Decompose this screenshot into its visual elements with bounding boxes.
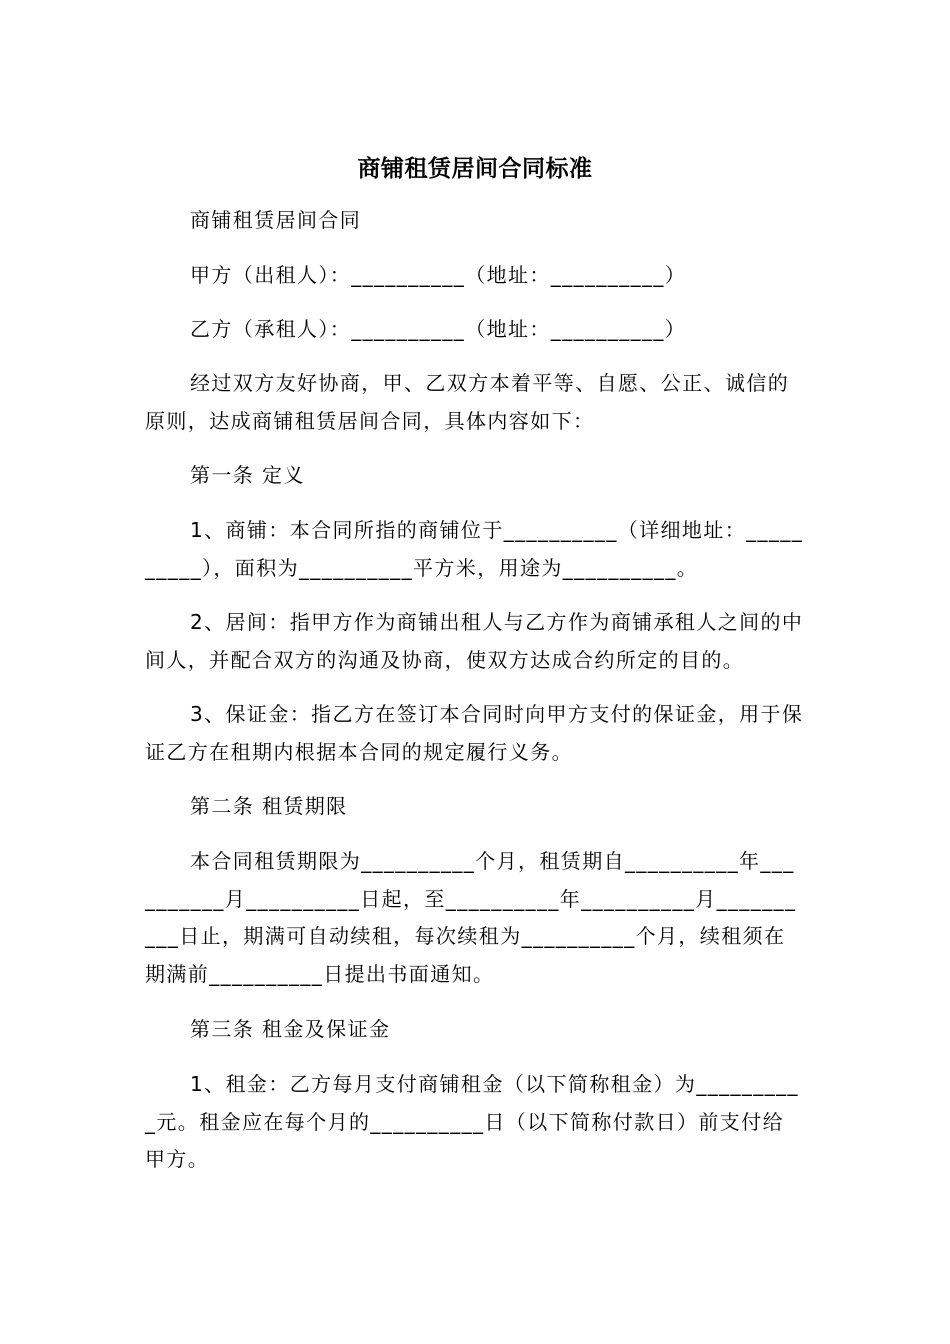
lease-term-paragraph: 本合同租赁期限为__________个月，租赁期自__________年__________月__________日起，至__________年__________月__________日止，期满可自动续租，每次续租为__________个月，续租须在期满前__________日提出书面通知。 [145, 849, 797, 986]
document-title: 商铺租赁居间合同标准 [357, 156, 593, 183]
article-2-heading: 第二条 租赁期限 [190, 794, 348, 818]
article-1-heading: 第一条 定义 [190, 463, 305, 487]
party-b-line: 乙方（承租人）：__________（地址：__________） [190, 317, 687, 341]
clause-rent: 1、租金：乙方每月支付商铺租金（以下简称租金）为__________元。租金应在每个月的__________日（以下简称付款日）前支付给甲方。 [145, 1072, 799, 1171]
clause-broker-definition: 2、居间：指甲方作为商铺出租人与乙方作为商铺承租人之间的中间人，并配合双方的沟通及协商，使双方达成合约所定的目的。 [145, 610, 804, 672]
clause-deposit-definition: 3、保证金：指乙方在签订本合同时向甲方支付的保证金，用于保证乙方在租期内根据本合同的规定履行义务。 [145, 702, 804, 764]
contract-subtitle: 商铺租赁居间合同 [190, 208, 362, 232]
party-a-line: 甲方（出租人）：__________（地址：__________） [190, 263, 687, 287]
article-3-heading: 第三条 租金及保证金 [190, 1017, 391, 1041]
preamble-paragraph: 经过双方友好协商，甲、乙双方本着平等、自愿、公正、诚信的原则，达成商铺租赁居间合同，具体内容如下： [145, 371, 790, 433]
clause-shop-definition: 1、商铺：本合同所指的商铺位于__________（详细地址：__________），面积为__________平方米，用途为__________。 [145, 518, 804, 580]
